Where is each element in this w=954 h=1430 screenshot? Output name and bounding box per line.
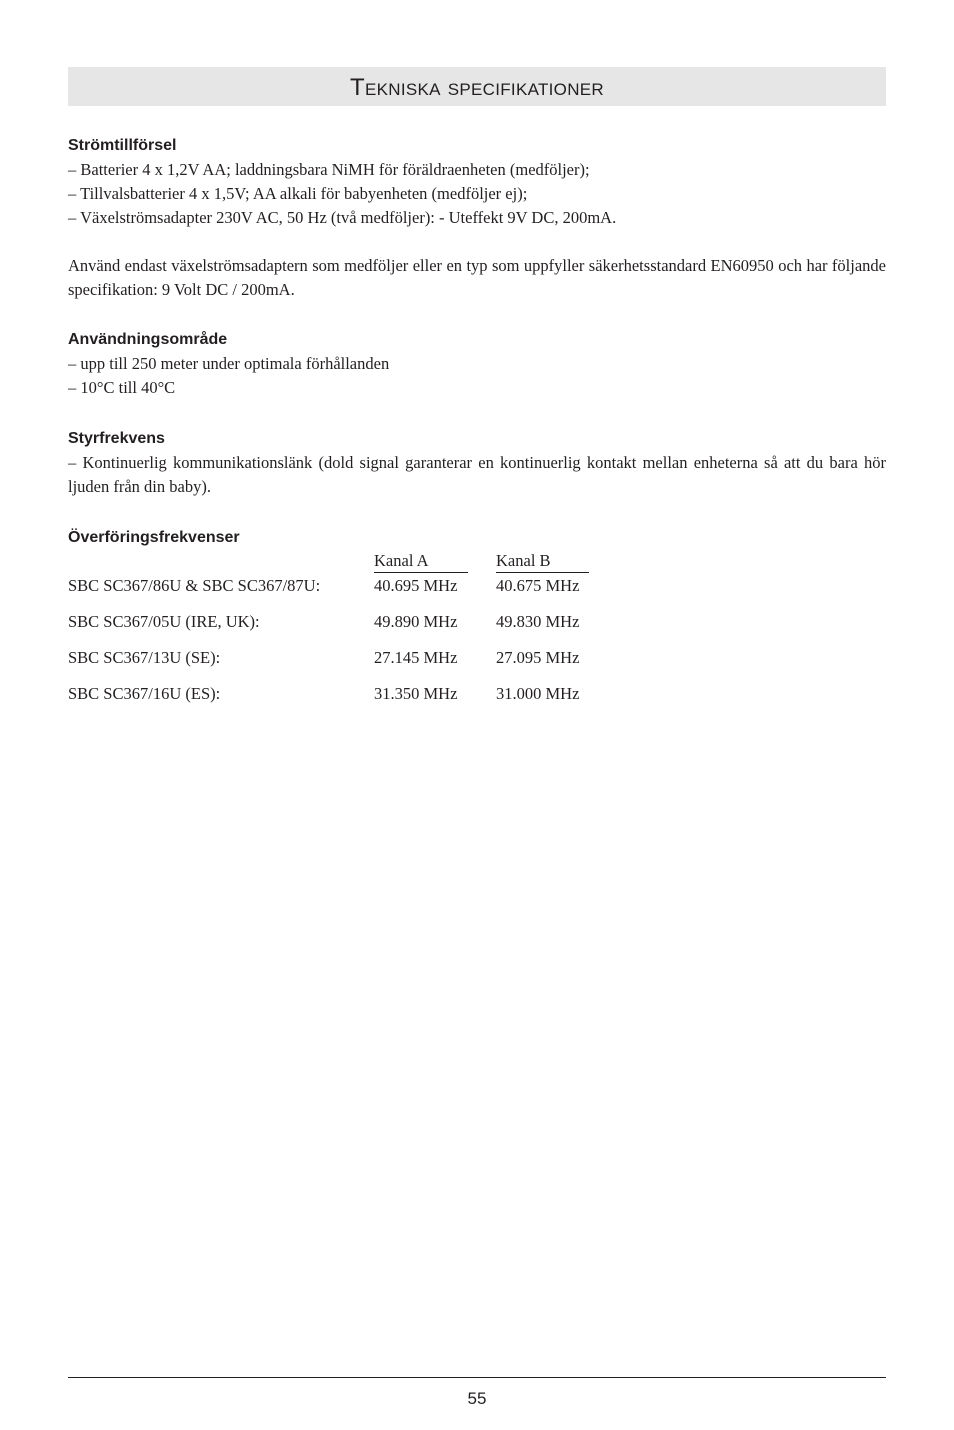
power-item: – Växelströmsadapter 230V AC, 50 Hz (två medföljer): - Uteffekt 9V DC, 200mA. xyxy=(68,208,617,227)
column-header-kanal-b: Kanal B xyxy=(496,550,589,573)
kanal-a-cell: 49.890 MHz xyxy=(374,612,458,631)
power-item: – Tillvalsbatterier 4 x 1,5V; AA alkali för babyenheten (medföljer ej); xyxy=(68,184,528,203)
kanal-a-cell: 27.145 MHz xyxy=(374,648,458,667)
control-section xyxy=(68,427,886,499)
power-item: – Batterier 4 x 1,2V AA; laddningsbara NiMH för föräldraenheten (medföljer); xyxy=(68,160,590,179)
frequencies-heading: Överföringsfrekvenser xyxy=(68,529,240,546)
column-header-kanal-a: Kanal A xyxy=(374,550,468,573)
adapter-note: Använd endast växelströmsadaptern som medföljer eller en typ som uppfyller säkerhetsstandard EN60950 och har följande specifikation: 9 Volt DC / 200mA. xyxy=(68,256,886,299)
kanal-b-cell: 49.830 MHz xyxy=(496,612,580,631)
kanal-b-cell: 31.000 MHz xyxy=(496,684,580,703)
range-section xyxy=(68,328,886,400)
power-section xyxy=(68,134,886,302)
range-heading: Användningsområde xyxy=(68,331,228,348)
kanal-a-cell: 40.695 MHz xyxy=(374,576,458,595)
frequencies-section xyxy=(68,526,886,550)
page-number: 55 xyxy=(467,1389,487,1408)
model-cell: SBC SC367/05U (IRE, UK): xyxy=(68,612,260,631)
title-band xyxy=(68,67,886,106)
control-heading: Styrfrekvens xyxy=(68,430,165,447)
kanal-b-cell: 40.675 MHz xyxy=(496,576,580,595)
model-cell: SBC SC367/86U & SBC SC367/87U: xyxy=(68,576,321,595)
model-cell: SBC SC367/13U (SE): xyxy=(68,648,221,667)
kanal-b-cell: 27.095 MHz xyxy=(496,648,580,667)
kanal-a-cell: 31.350 MHz xyxy=(374,684,458,703)
range-item: – 10°C till 40°C xyxy=(68,378,176,397)
control-text: – Kontinuerlig kommunikationslänk (dold signal garanterar en kontinuerlig kontakt mellan enheterna så att du bara hör ljuden från din baby). xyxy=(68,453,886,496)
range-item: – upp till 250 meter under optimala förhållanden xyxy=(68,354,390,373)
manual-page xyxy=(68,0,886,1430)
model-cell: SBC SC367/16U (ES): xyxy=(68,684,221,703)
page-title: Tekniska specifikationer xyxy=(350,74,604,101)
footer-rule xyxy=(68,1377,886,1378)
power-heading: Strömtillförsel xyxy=(68,137,177,154)
